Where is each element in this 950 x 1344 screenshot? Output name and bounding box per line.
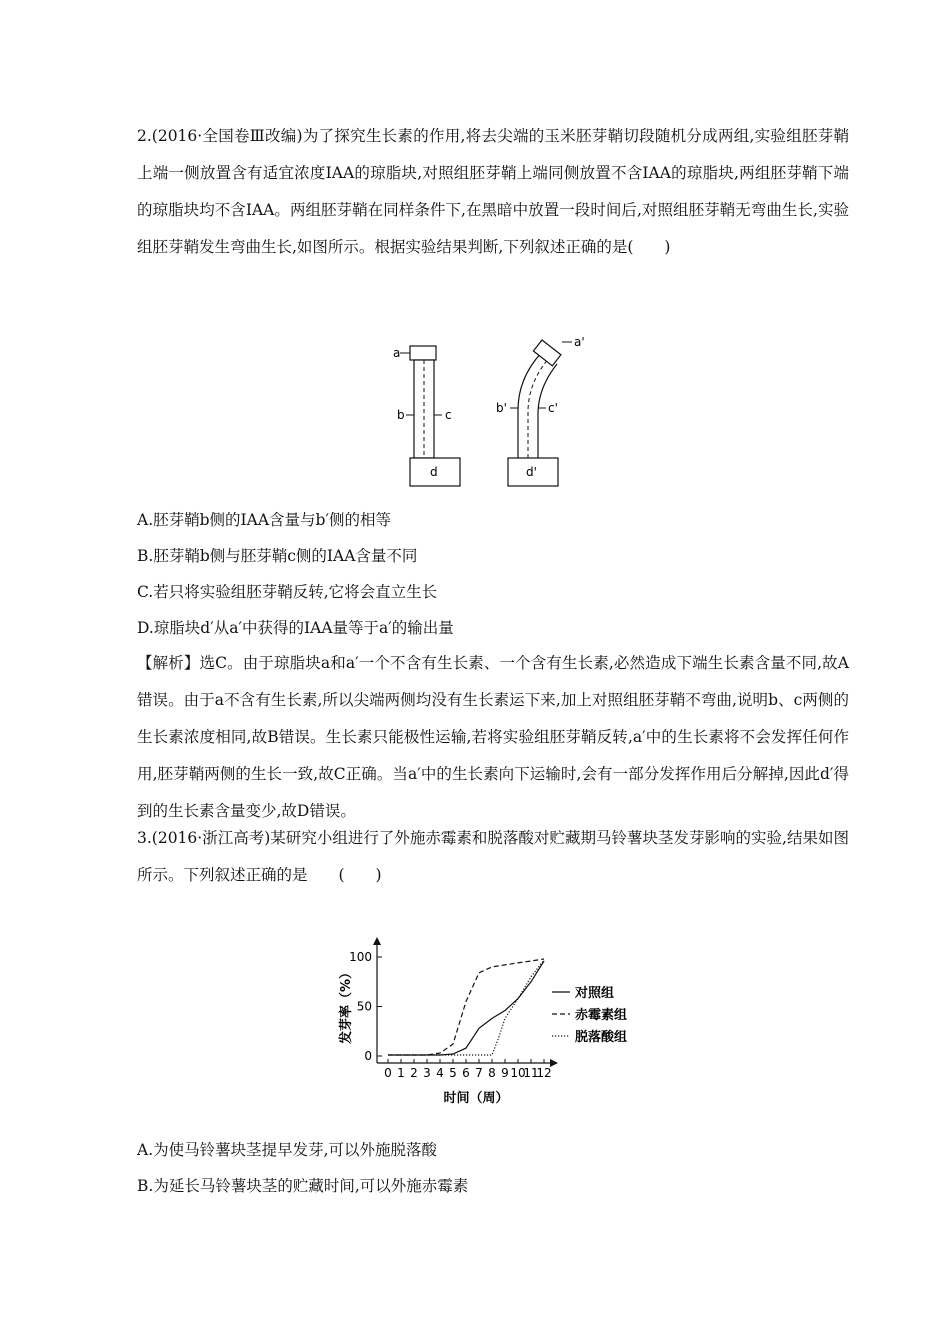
label-a: a	[393, 346, 401, 360]
legend-label: 对照组	[575, 986, 615, 1001]
coleoptile-figure	[390, 330, 590, 490]
label-d: d	[430, 465, 438, 479]
agar-block-a-prime	[533, 340, 561, 366]
x-tick-label: 11	[523, 1066, 539, 1080]
x-tick-label: 8	[488, 1066, 496, 1080]
y-tick-label: 100	[349, 950, 372, 964]
label-b-prime: b'	[496, 401, 507, 415]
germination-chart	[330, 935, 660, 1110]
agar-block-a	[410, 346, 436, 360]
x-tick-label: 10	[510, 1066, 526, 1080]
q2-option-c: C.若只将实验组胚芽鞘反转,它将会直立生长	[137, 583, 438, 601]
legend-label: 赤霉素组	[575, 1008, 628, 1023]
x-tick-label: 7	[475, 1066, 483, 1080]
y-axis-label: 发芽率（%）	[339, 965, 354, 1045]
x-tick-label: 0	[384, 1066, 392, 1080]
x-tick-label: 3	[423, 1066, 431, 1080]
x-tick-label: 9	[501, 1066, 509, 1080]
series-line-2	[388, 959, 544, 1055]
label-c: c	[445, 408, 452, 422]
q2-option-b: B.胚芽鞘b侧与胚芽鞘c侧的IAA含量不同	[137, 547, 418, 565]
q2-option-a: A.胚芽鞘b侧的IAA含量与b′侧的相等	[137, 511, 391, 529]
q2-option-d: D.琼脂块d′从a′中获得的IAA量等于a′的输出量	[137, 619, 454, 637]
chart-axes	[373, 937, 558, 1067]
x-tick-label: 2	[410, 1066, 418, 1080]
series-line-3	[388, 960, 544, 1055]
q3-option-b: B.为延长马铃薯块茎的贮藏时间,可以外施赤霉素	[137, 1177, 469, 1195]
legend-label: 脱落酸组	[575, 1030, 628, 1045]
q2-analysis: 【解析】选C。由于琼脂块a和a′一个不含有生长素、一个含有生长素,必然造成下端生长素含量不同,故A错误。由于a不含有生长素,所以尖端两侧均没有生长素运下来,加上对照组胚芽鞘不弯曲,说明b、c两侧的生长素浓度相同,故B错误。生长素只能极性运输,若将实验组胚芽鞘反转,a′中的生长素将不会发挥任何作用,胚芽鞘两侧的生长一致,故C正确。当a′中的生长素向下运输时,会有一部分发挥作用后分解掉,因此d′得到的生长素含量变少,故D错误。	[137, 654, 849, 820]
y-tick-label: 50	[356, 999, 372, 1014]
x-tick-label: 4	[436, 1066, 444, 1080]
label-d-prime: d'	[526, 465, 537, 479]
label-a-prime: a'	[574, 335, 585, 349]
chart-ticks	[349, 950, 552, 1080]
y-axis-arrow	[373, 937, 381, 945]
x-tick-label: 6	[462, 1066, 470, 1080]
x-tick-label: 12	[536, 1066, 552, 1080]
y-tick-label: 0	[364, 1049, 372, 1063]
x-tick-label: 5	[449, 1066, 457, 1080]
question-2-stem: 2.(2016·全国卷Ⅲ改编)为了探究生长素的作用,将去尖端的玉米胚芽鞘切段随机分成两组,实验组胚芽鞘上端一侧放置含有适宜浓度IAA的琼脂块,对照组胚芽鞘上端同侧放置不含IAA的琼脂块,两组胚芽鞘下端的琼脂块均不含IAA。两组胚芽鞘在同样条件下,在黑暗中放置一段时间后,对照组胚芽鞘无弯曲生长,实验组胚芽鞘发生弯曲生长,如图所示。根据实验结果判断,下列叙述正确的是( )	[137, 127, 849, 256]
x-tick-label: 1	[397, 1066, 405, 1080]
label-b: b	[397, 408, 405, 422]
question-3-stem: 3.(2016·浙江高考)某研究小组进行了外施赤霉素和脱落酸对贮藏期马铃薯块茎发芽影响的实验,结果如图所示。下列叙述正确的是 ( )	[137, 829, 849, 884]
x-axis-label: 时间（周）	[443, 1091, 509, 1106]
chart-series	[388, 959, 544, 1055]
label-c-prime: c'	[548, 401, 558, 415]
chart-legend	[552, 985, 627, 1045]
series-line-1	[388, 961, 544, 1055]
q3-option-a: A.为使马铃薯块茎提早发芽,可以外施脱落酸	[137, 1141, 438, 1159]
